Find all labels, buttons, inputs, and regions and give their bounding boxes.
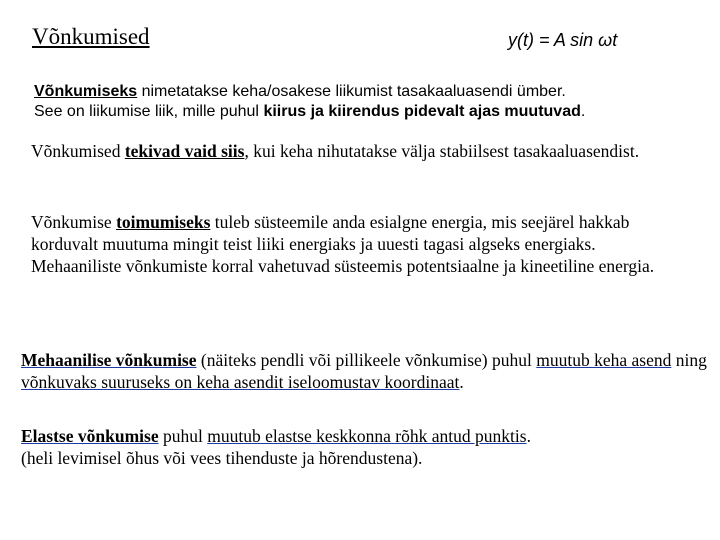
origin-text-a: Võnkumised: [31, 141, 125, 161]
mechanical-text-f: .: [459, 372, 464, 392]
energy-text-d: Mehaaniliste võnkumiste korral vahetuvad süsteemis potentsiaalne ja kineetiline energia.: [31, 256, 655, 276]
elastic-paragraph: [21, 425, 720, 469]
intro-text-1: nimetatakse keha/osakese liikumist tasakaaluasendi ümber.: [137, 83, 566, 100]
intro-text-2: See on liikumise liik, mille puhul: [34, 103, 264, 120]
intro-bold: kiirus ja kiirendus pidevalt ajas muutuvad: [263, 103, 581, 120]
mechanical-position: muutub keha asend: [536, 350, 672, 370]
intro-paragraph: [34, 82, 714, 122]
mechanical-text-d: ning: [671, 350, 707, 370]
energy-paragraph: [31, 211, 691, 277]
mechanical-paragraph: [21, 349, 720, 393]
page-title: Võnkumised: [32, 24, 150, 49]
mechanical-term: Mehaanilise võnkumise: [21, 350, 197, 370]
intro-end: .: [580, 103, 586, 120]
oscillation-formula: y(t) = A sin ωt: [508, 30, 618, 50]
elastic-term: Elastse võnkumise: [21, 426, 159, 446]
intro-term: Võnkumiseks: [34, 83, 138, 100]
energy-text-c: tuleb süsteemile anda esialgne energia, mis seejärel hakkab korduvalt muutuma mingit teist liiki energiaks ja uuesti tagasi algseks energiaks.: [31, 212, 630, 254]
energy-emphasis: toimumiseks: [116, 212, 211, 232]
mechanical-coordinate: võnkuvaks suuruseks on keha asendit iseloomustav koordinaat: [21, 372, 460, 392]
origin-text-c: , kui keha nihutatakse välja stabiilsest tasakaaluasendist.: [244, 141, 640, 161]
energy-text-a: Võnkumise: [31, 212, 117, 232]
origin-emphasis: tekivad vaid siis: [124, 141, 245, 161]
elastic-pressure: muutub elastse keskkonna rõhk antud punktis: [207, 426, 527, 446]
origin-paragraph: [31, 140, 671, 162]
elastic-text-b: puhul: [158, 426, 208, 446]
mechanical-text-b: (näiteks pendli või pillikeele võnkumise) puhul: [196, 350, 537, 370]
elastic-text-d: .: [526, 426, 531, 446]
elastic-text-e: (heli levimisel õhus või vees tihenduste ja hõrendustena).: [21, 448, 423, 468]
